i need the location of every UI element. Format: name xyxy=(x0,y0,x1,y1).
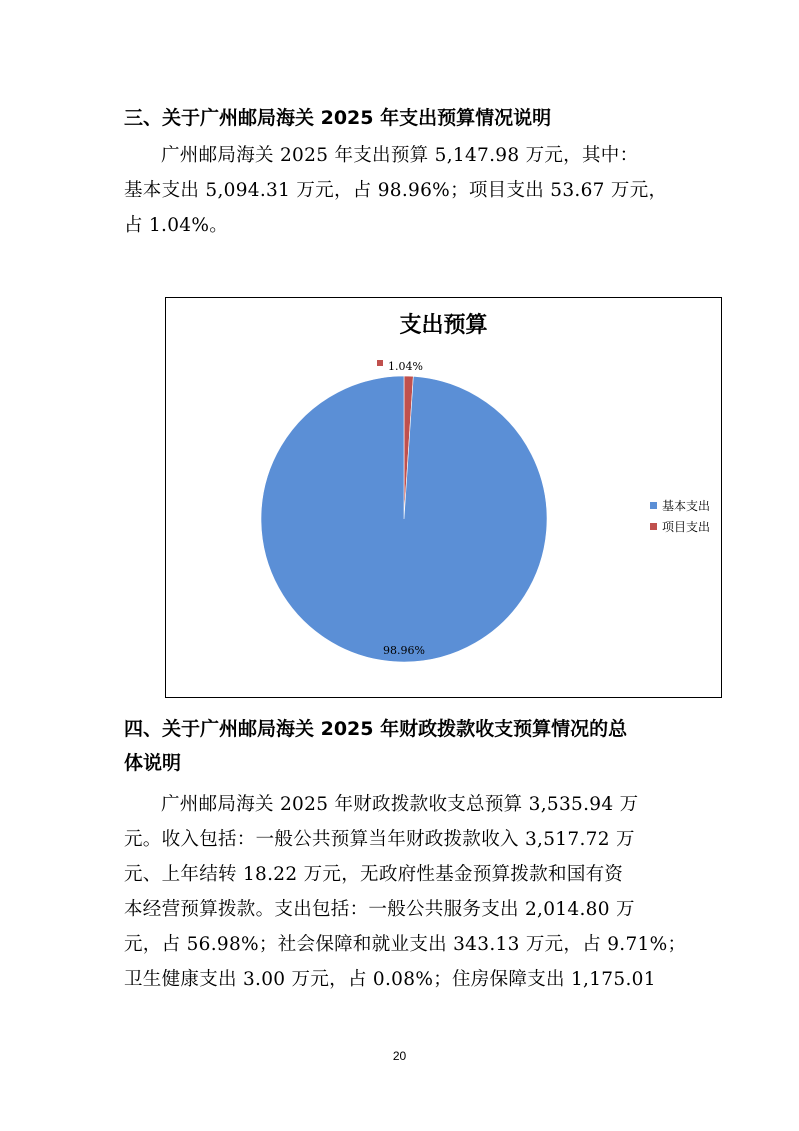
section-3-heading: 三、关于广州邮局海关 2025 年支出预算情况说明 xyxy=(124,107,552,129)
page-number: 20 xyxy=(392,1049,407,1063)
legend-label: 基本支出 xyxy=(662,499,711,513)
data-label-marker-project xyxy=(377,360,383,366)
paragraph-line: 基本支出 5,094.31 万元，占 98.96%；项目支出 53.67 万元， xyxy=(124,180,668,201)
heading-line: 四、关于广州邮局海关 2025 年财政拨款收支预算情况的总 xyxy=(124,718,628,740)
paragraph-line: 元、上年结转 18.22 万元，无政府性基金预算拨款和国有资 xyxy=(124,864,624,885)
section-3-paragraph xyxy=(124,138,684,243)
heading-line: 体说明 xyxy=(124,752,182,774)
paragraph-line: 元，占 56.98%；社会保障和就业支出 343.13 万元，占 9.71%； xyxy=(124,934,687,955)
legend-swatch xyxy=(650,523,657,530)
data-label-basic: 98.96% xyxy=(383,644,425,657)
paragraph-line: 元。收入包括：一般公共预算当年财政拨款收入 3,517.72 万 xyxy=(124,829,635,850)
pie-slice-basic xyxy=(261,376,547,662)
chart-title: 支出预算 xyxy=(399,313,488,338)
paragraph-line: 广州邮局海关 2025 年支出预算 5,147.98 万元，其中： xyxy=(161,145,639,166)
data-label-project: 1.04% xyxy=(388,360,423,373)
paragraph-line: 广州邮局海关 2025 年财政拨款收支总预算 3,535.94 万 xyxy=(161,794,639,815)
paragraph-line: 本经营预算拨款。支出包括：一般公共服务支出 2,014.80 万 xyxy=(124,899,635,920)
chart-canvas xyxy=(166,298,721,697)
paragraph-line: 卫生健康支出 3.00 万元，占 0.08%；住房保障支出 1,175.01 xyxy=(124,969,656,990)
legend-label: 项目支出 xyxy=(662,520,711,534)
section-4-paragraph xyxy=(124,787,687,997)
paragraph-line: 占 1.04%。 xyxy=(124,215,229,236)
pie-chart xyxy=(165,297,722,698)
legend-swatch xyxy=(650,502,657,509)
section-4-heading xyxy=(124,712,694,780)
